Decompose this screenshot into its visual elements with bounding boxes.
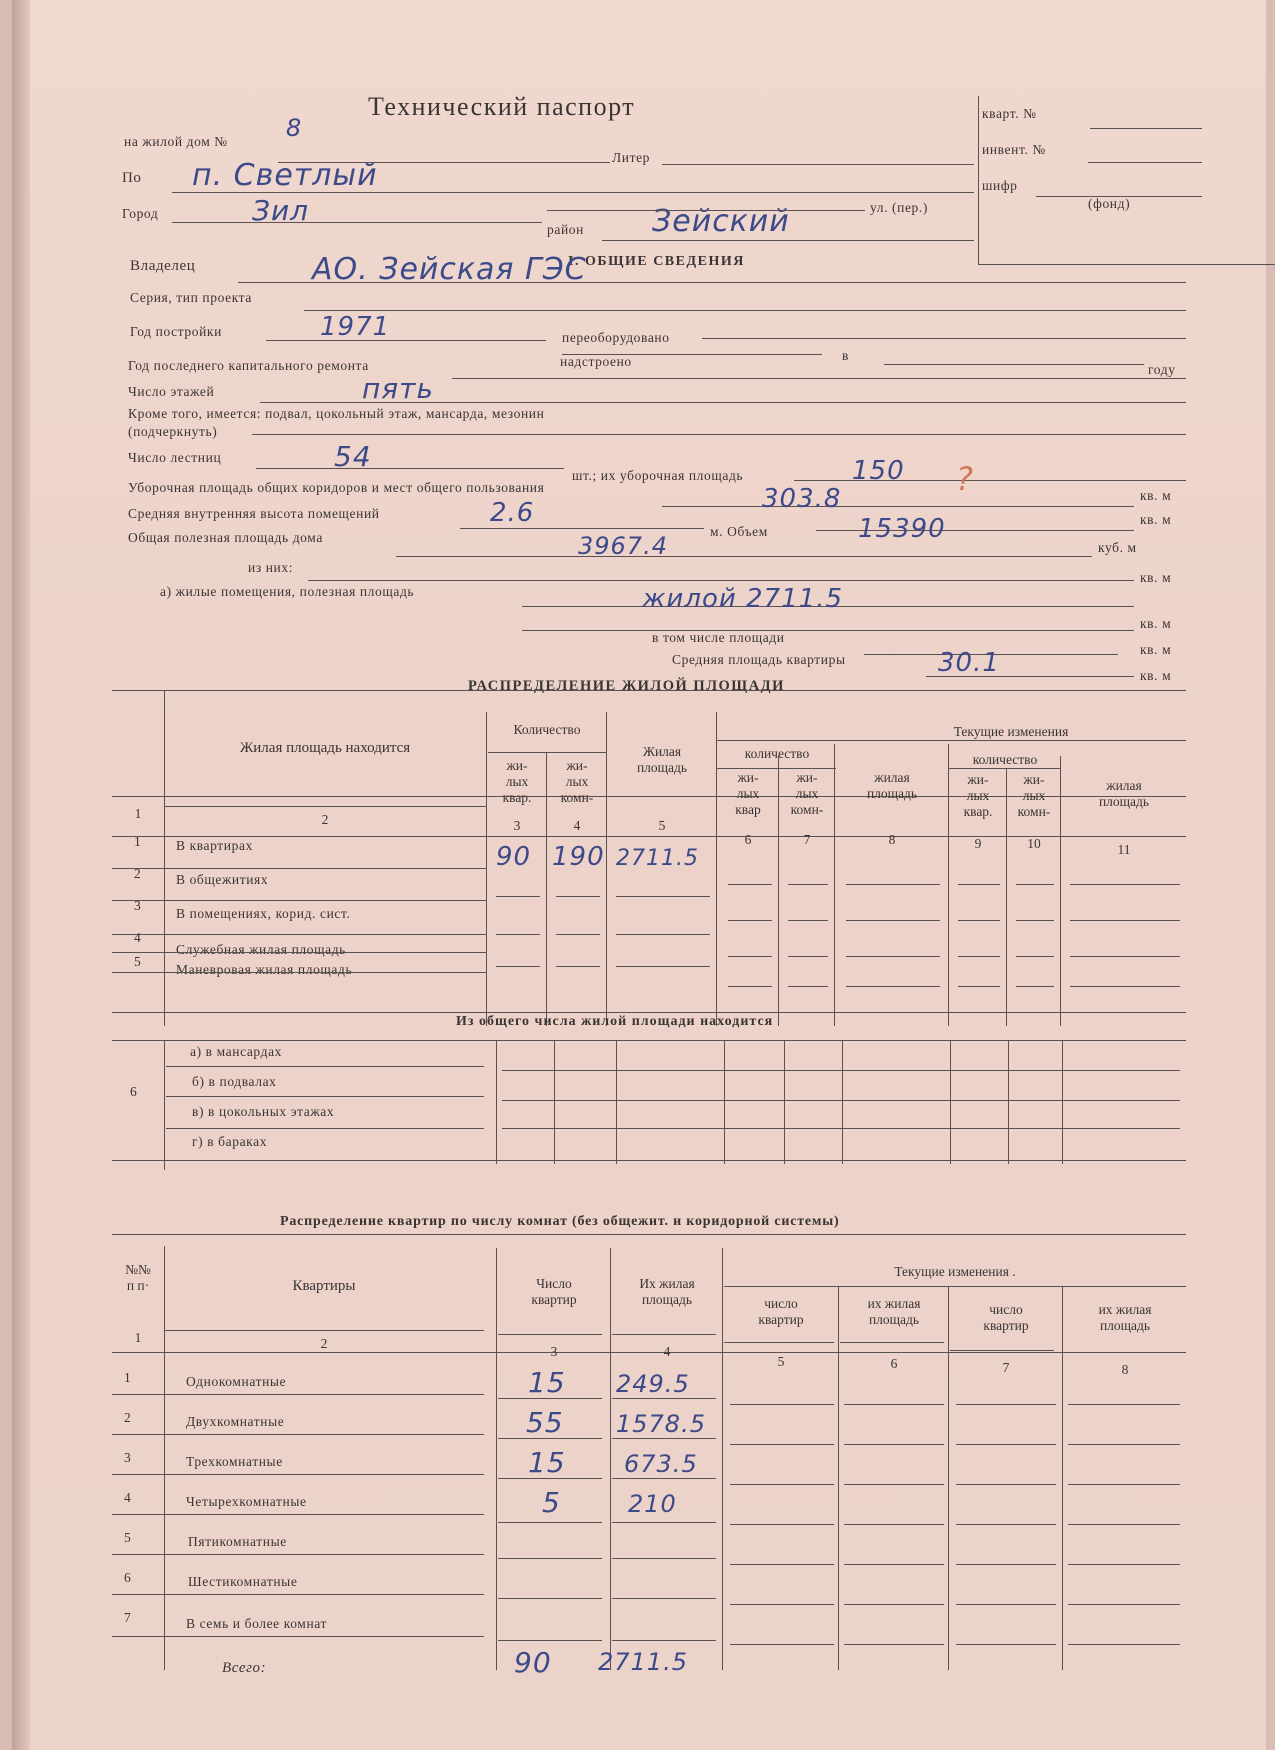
- t1-row-area: 2711.5: [616, 846, 699, 871]
- document-title: Технический паспорт: [368, 92, 636, 121]
- t2-row-label: Пятикомнатные: [188, 1534, 287, 1549]
- t2-row-count: 5: [542, 1486, 561, 1519]
- t2-row-label: Шестикомнатные: [188, 1574, 298, 1589]
- common-area-label: Уборочная площадь общих коридоров и мест общего пользования: [128, 480, 545, 495]
- col-count2: количество: [972, 752, 1038, 767]
- total-area: 2711.5: [598, 1648, 688, 1676]
- useful-area-label: Общая полезная площадь дома: [128, 530, 323, 545]
- col-cur-apts: жи- лых квар: [735, 770, 761, 817]
- t2-row-label: Трехкомнатные: [186, 1454, 283, 1469]
- t1-sub-row: б) в подвалах: [192, 1074, 277, 1089]
- col-qty-apts: жи- лых квар.: [502, 758, 532, 805]
- col-cur-rooms2: жи- лых комн-: [1017, 772, 1051, 819]
- district-label: район: [547, 222, 584, 237]
- of-them-label: из них:: [248, 560, 294, 575]
- underline-note: (подчеркнуть): [128, 424, 218, 439]
- col-area: Жилая площадь: [636, 744, 688, 775]
- t1-colnum: 2: [321, 812, 329, 827]
- t1-colnum: 6: [744, 832, 752, 847]
- t1-row-num: 2: [134, 866, 142, 881]
- t1-sub-row: в) в цокольных этажах: [192, 1104, 335, 1119]
- kvart-label: кварт. №: [982, 106, 1037, 121]
- year-built-label: Год постройки: [130, 324, 222, 339]
- t2-row-num: 3: [124, 1450, 132, 1465]
- year-suffix: году: [1148, 362, 1176, 377]
- fond-label: (фонд): [1088, 196, 1131, 211]
- t2-row-label: В семь и более комнат: [186, 1616, 328, 1631]
- t1-sub-row: г) в бараках: [192, 1134, 268, 1149]
- t1-row-label: В помещениях, корид. сист.: [176, 906, 351, 921]
- t2-col-area: Их жилая площадь: [639, 1276, 695, 1307]
- height-unit: кв. м: [1140, 512, 1172, 527]
- including-label: в том числе площади: [652, 630, 785, 645]
- t1-colnum: 3: [513, 818, 521, 833]
- general-section-title: I. ОБЩИЕ СВЕДЕНИЯ: [568, 254, 745, 269]
- floors-value: пять: [362, 372, 434, 405]
- t2-row-num: 7: [124, 1610, 132, 1625]
- t2-colnum: 5: [777, 1354, 785, 1369]
- useful-area-value: 3967.4: [578, 532, 668, 560]
- including-unit: кв. м: [1140, 642, 1172, 657]
- question-mark: ?: [956, 460, 974, 498]
- city-label: Город: [122, 206, 159, 221]
- t1-colnum: 10: [1027, 836, 1041, 851]
- of-them-unit: кв. м: [1140, 570, 1172, 585]
- reequipped-label: переоборудовано: [562, 330, 670, 345]
- t1-row-num: 1: [134, 834, 142, 849]
- invent-label: инвент. №: [982, 142, 1046, 157]
- useful-area-unit: куб. м: [1098, 540, 1137, 555]
- t2-row-count: 55: [526, 1406, 564, 1439]
- t2-col-c3: число квартир: [983, 1302, 1029, 1333]
- avg-unit: кв. м: [1140, 668, 1172, 683]
- owner-value: АО. Зейская ГЭС: [312, 252, 587, 287]
- series-label: Серия, тип проекта: [130, 290, 252, 305]
- t2-colnum: 3: [550, 1344, 558, 1359]
- total-label: Всего:: [222, 1660, 267, 1676]
- t2-col-c4: их жилая площадь: [1098, 1302, 1152, 1333]
- t2-col-c2: их жилая площадь: [867, 1296, 921, 1327]
- pcs-label: шт.; их уборочная площадь: [572, 468, 744, 483]
- superstructure-label: надстроено: [560, 354, 632, 369]
- t2-col-current: Текущие изменения .: [894, 1264, 1016, 1279]
- t2-col-c1: число квартир: [758, 1296, 804, 1327]
- t1-row-label: Маневровая жилая площадь: [176, 962, 353, 977]
- besides-label: Кроме того, имеется: подвал, цокольный этаж, мансарда, мезонин: [128, 406, 545, 421]
- t1-colnum: 1: [134, 806, 142, 821]
- height-label: Средняя внутренняя высота помещений: [128, 506, 380, 521]
- in-label: в: [842, 348, 849, 363]
- t1-sub-row: а) в мансардах: [190, 1044, 283, 1059]
- stairs-area-value: 150: [852, 456, 905, 486]
- common-area-unit: кв. м: [1140, 488, 1172, 503]
- t1-colnum: 4: [573, 818, 581, 833]
- t1-row-label: Служебная жилая площадь: [176, 942, 346, 957]
- floors-label: Число этажей: [128, 384, 215, 399]
- shifr-label: шифр: [982, 178, 1018, 193]
- t1-colnum: 8: [888, 832, 896, 847]
- stairs-label: Число лестниц: [128, 450, 222, 465]
- t2-col-apts: Квартиры: [292, 1278, 356, 1294]
- living-label: а) жилые помещения, полезная площадь: [160, 584, 415, 599]
- liter-label: Литер: [612, 150, 651, 165]
- t1-row-num: 5: [134, 954, 142, 969]
- t2-row-area: 210: [628, 1490, 677, 1518]
- t2-colnum: 2: [320, 1336, 328, 1351]
- table2-title: Распределение квартир по числу комнат (без общежит. и коридорной системы): [280, 1214, 840, 1229]
- t2-colnum: 4: [663, 1344, 671, 1359]
- t2-row-num: 4: [124, 1490, 132, 1505]
- t2-row-count: 15: [528, 1366, 566, 1399]
- table1-sub-title: Из общего числа жилой площади находится: [456, 1014, 774, 1029]
- col-cur-area2: жилая площадь: [1098, 778, 1150, 809]
- stairs-value: 54: [334, 440, 372, 473]
- living-unit: кв. м: [1140, 616, 1172, 631]
- avg-label: Средняя площадь квартиры: [672, 652, 846, 667]
- t1-colnum: 11: [1117, 842, 1131, 857]
- table1-title: РАСПРЕДЕЛЕНИЕ ЖИЛОЙ ПЛОЩАДИ: [468, 678, 785, 694]
- po-value: п. Светлый: [192, 158, 378, 193]
- t1-colnum: 9: [974, 836, 982, 851]
- t2-colnum: 1: [134, 1330, 142, 1345]
- col-cur-apts2: жи- лых квар.: [963, 772, 993, 819]
- t2-col-count: Число квартир: [531, 1276, 577, 1307]
- col-cur-rooms: жи- лых комн-: [790, 770, 824, 817]
- po-label: По: [122, 170, 142, 186]
- t2-row-label: Четырехкомнатные: [186, 1494, 307, 1509]
- t1-row-label: В общежитиях: [176, 872, 269, 887]
- t2-row-count: 15: [528, 1446, 566, 1479]
- repair-label: Год последнего капитального ремонта: [128, 358, 369, 373]
- col-location: Жилая площадь находится: [239, 740, 411, 756]
- col-current: Текущие изменения: [953, 724, 1069, 739]
- t2-row-num: 2: [124, 1410, 132, 1425]
- t2-row-num: 6: [124, 1570, 132, 1585]
- t1-sub-num: 6: [130, 1084, 138, 1099]
- year-built-value: 1971: [320, 312, 391, 342]
- district-value: Зейский: [652, 204, 790, 239]
- t1-colnum: 5: [658, 818, 666, 833]
- t2-row-area: 673.5: [624, 1450, 698, 1478]
- t1-row-label: В квартирах: [176, 838, 253, 853]
- t2-row-area: 1578.5: [616, 1410, 706, 1438]
- t2-col-no: №№ п п·: [125, 1262, 151, 1293]
- common-area-value: 303.8: [762, 484, 842, 514]
- avg-value: 30.1: [938, 648, 1000, 678]
- volume-value: 15390: [858, 514, 946, 544]
- t2-row-area: 249.5: [616, 1370, 690, 1398]
- col-cur-area: жилая площадь: [866, 770, 918, 801]
- street-label: ул. (пер.): [870, 200, 928, 215]
- house-number: 8: [286, 114, 303, 142]
- t2-colnum: 6: [890, 1356, 898, 1371]
- living-value: жилой 2711.5: [642, 584, 843, 614]
- t2-colnum: 8: [1121, 1362, 1129, 1377]
- t2-row-num: 1: [124, 1370, 132, 1385]
- t1-colnum: 7: [803, 832, 811, 847]
- m-volume-label: м. Объем: [710, 524, 768, 539]
- city-value: Зил: [252, 194, 310, 227]
- owner-label: Владелец: [130, 258, 196, 274]
- house-label: на жилой дом №: [124, 134, 228, 149]
- col-count: количество: [744, 746, 810, 761]
- t1-row-rooms: 190: [552, 842, 605, 872]
- t2-row-label: Двухкомнатные: [186, 1414, 285, 1429]
- passport-page: [12, 0, 1266, 1750]
- col-qty-rooms: жи- лых комн-: [560, 758, 594, 805]
- t1-row-num: 4: [134, 930, 142, 945]
- height-value: 2.6: [490, 498, 535, 528]
- total-count: 90: [514, 1646, 552, 1679]
- col-qty: Количество: [513, 722, 581, 737]
- t2-row-num: 5: [124, 1530, 132, 1545]
- t2-colnum: 7: [1002, 1360, 1010, 1375]
- t2-row-label: Однокомнатные: [186, 1374, 287, 1389]
- t1-row-apts: 90: [496, 842, 532, 872]
- page-binding: [12, 0, 30, 1750]
- t1-row-num: 3: [134, 898, 142, 913]
